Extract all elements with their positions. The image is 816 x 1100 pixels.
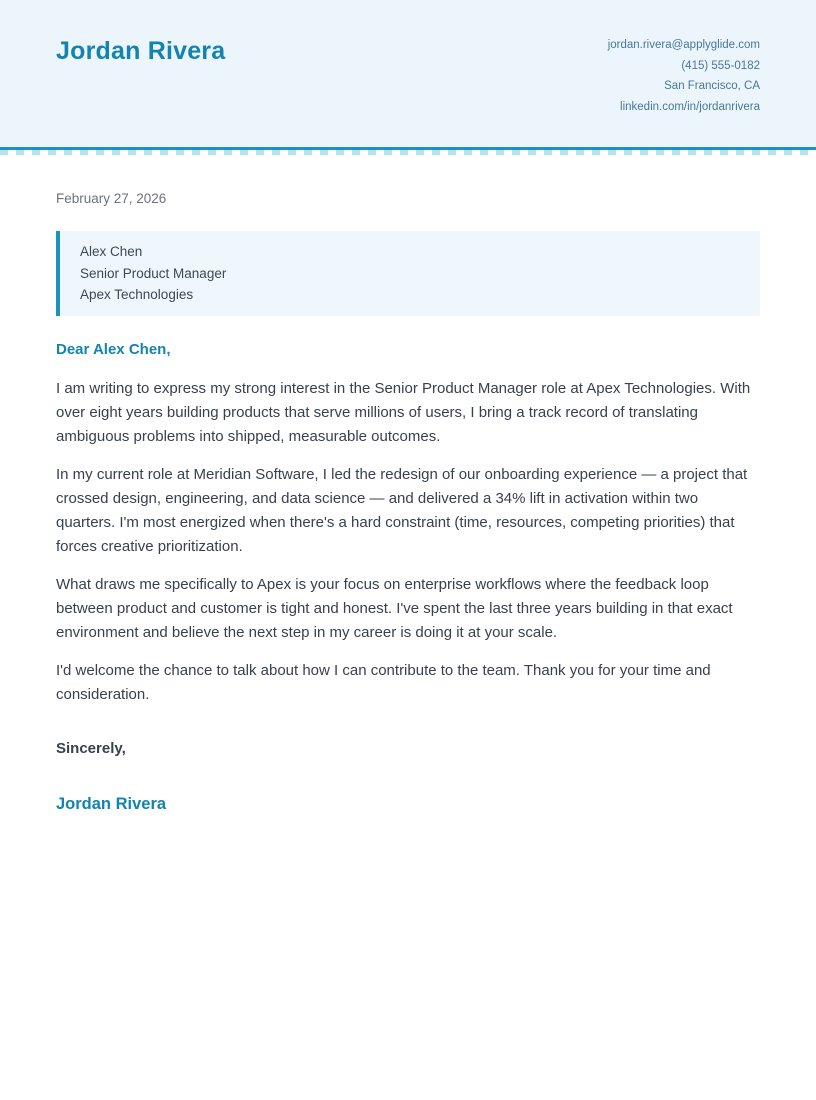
signature-name: Jordan Rivera xyxy=(56,794,167,813)
contact-info xyxy=(608,35,760,117)
recipient-company: Apex Technologies xyxy=(80,287,194,302)
body-paragraph-1: I am writing to express my strong interest in the Senior Product Manager role at Apex Technologies. With over eight years building products that serve millions of users, I bring a track record of translating ambiguous problems into shipped, measurable outcomes. xyxy=(56,379,751,445)
applicant-name: Jordan Rivera xyxy=(56,37,226,65)
contact-email: jordan.rivera@applyglide.com xyxy=(607,39,760,51)
body-paragraph-4: I'd welcome the chance to talk about how I can contribute to the team. Thank you for your time and consideration. xyxy=(56,661,711,703)
contact-location: San Francisco, CA xyxy=(664,80,760,92)
letter-body xyxy=(0,155,816,816)
letter-date: February 27, 2026 xyxy=(56,191,167,206)
contact-linkedin: linkedin.com/in/jordanrivera xyxy=(620,100,760,113)
recipient-name: Alex Chen xyxy=(80,244,143,259)
letterhead xyxy=(0,0,816,147)
body-paragraph-2: In my current role at Meridian Software, I led the redesign of our onboarding experience — a project that crossed design, engineering, and data science — and delivered a 34% lift in activation within two quarters. I'm most energized when there's a hard constraint (time, resources, competing priorities) that forces creative prioritization. xyxy=(56,465,748,555)
salutation: Dear Alex Chen, xyxy=(56,340,171,358)
recipient-block xyxy=(56,231,760,316)
contact-phone: (415) 555-0182 xyxy=(681,59,760,72)
closing: Sincerely, xyxy=(56,739,126,757)
body-paragraph-3: What draws me specifically to Apex is your focus on enterprise workflows where the feedback loop between product and customer is tight and honest. I've spent the last three years building in that exact environment and believe the next step in my career is doing it at your scale. xyxy=(56,575,733,641)
recipient-title: Senior Product Manager xyxy=(80,265,227,281)
